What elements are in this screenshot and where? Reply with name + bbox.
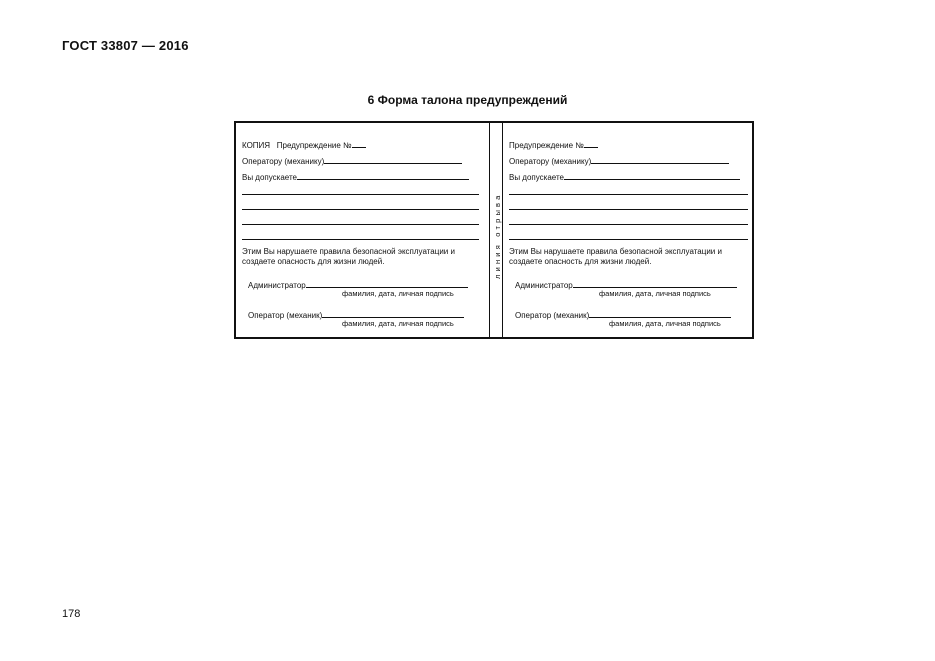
violation-line-4[interactable] — [509, 239, 748, 240]
operator-label: Оператору (механику) — [509, 157, 592, 166]
violation-line-2[interactable] — [509, 209, 748, 210]
allow-field[interactable] — [564, 172, 740, 180]
violation-line-3[interactable] — [242, 224, 479, 225]
operator-signature-field[interactable] — [589, 310, 731, 318]
violation-line-4[interactable] — [242, 239, 479, 240]
section-title: 6 Форма талона предупреждений — [367, 93, 568, 107]
document-header: ГОСТ 33807 — 2016 — [62, 38, 189, 53]
tear-line-label: линия отрыва — [493, 192, 502, 279]
violation-line-3[interactable] — [509, 224, 748, 225]
violation-line-1[interactable] — [242, 194, 479, 195]
operator-field[interactable] — [324, 156, 462, 164]
warning-text: Этим Вы нарушаете правила безопасной эксплуатации и создаете опасность для жизни людей. — [509, 247, 722, 266]
copy-mark: КОПИЯ — [242, 141, 271, 150]
warning-number-field[interactable] — [584, 140, 598, 148]
warning-text: Этим Вы нарушаете правила безопасной эксплуатации и создаете опасность для жизни людей. — [242, 247, 455, 266]
admin-signature-field[interactable] — [573, 280, 737, 288]
warning-number-label: Предупреждение № — [276, 141, 352, 150]
allow-label: Вы допускаете — [242, 173, 297, 182]
operator-signature-field[interactable] — [322, 310, 464, 318]
operator-signature-label: Оператор (механик) — [248, 311, 323, 320]
admin-signature-caption: фамилия, дата, личная подпись — [599, 289, 711, 298]
violation-line-1[interactable] — [509, 194, 748, 195]
warning-number-label: Предупреждение № — [509, 141, 584, 150]
operator-signature-label: Оператор (механик) — [515, 311, 590, 320]
page-number: 178 — [62, 608, 81, 620]
admin-signature-caption: фамилия, дата, личная подпись — [342, 289, 454, 298]
operator-signature-caption: фамилия, дата, личная подпись — [609, 319, 721, 328]
operator-field[interactable] — [591, 156, 729, 164]
warning-ticket-form — [234, 121, 754, 339]
warning-number-field[interactable] — [352, 140, 366, 148]
allow-label: Вы допускаете — [509, 173, 564, 182]
violation-line-2[interactable] — [242, 209, 479, 210]
operator-signature-caption: фамилия, дата, личная подпись — [342, 319, 454, 328]
allow-field[interactable] — [297, 172, 469, 180]
operator-label: Оператору (механику) — [242, 157, 325, 166]
admin-signature-field[interactable] — [306, 280, 468, 288]
admin-label: Администратор — [515, 281, 573, 290]
admin-label: Администратор — [248, 281, 306, 290]
